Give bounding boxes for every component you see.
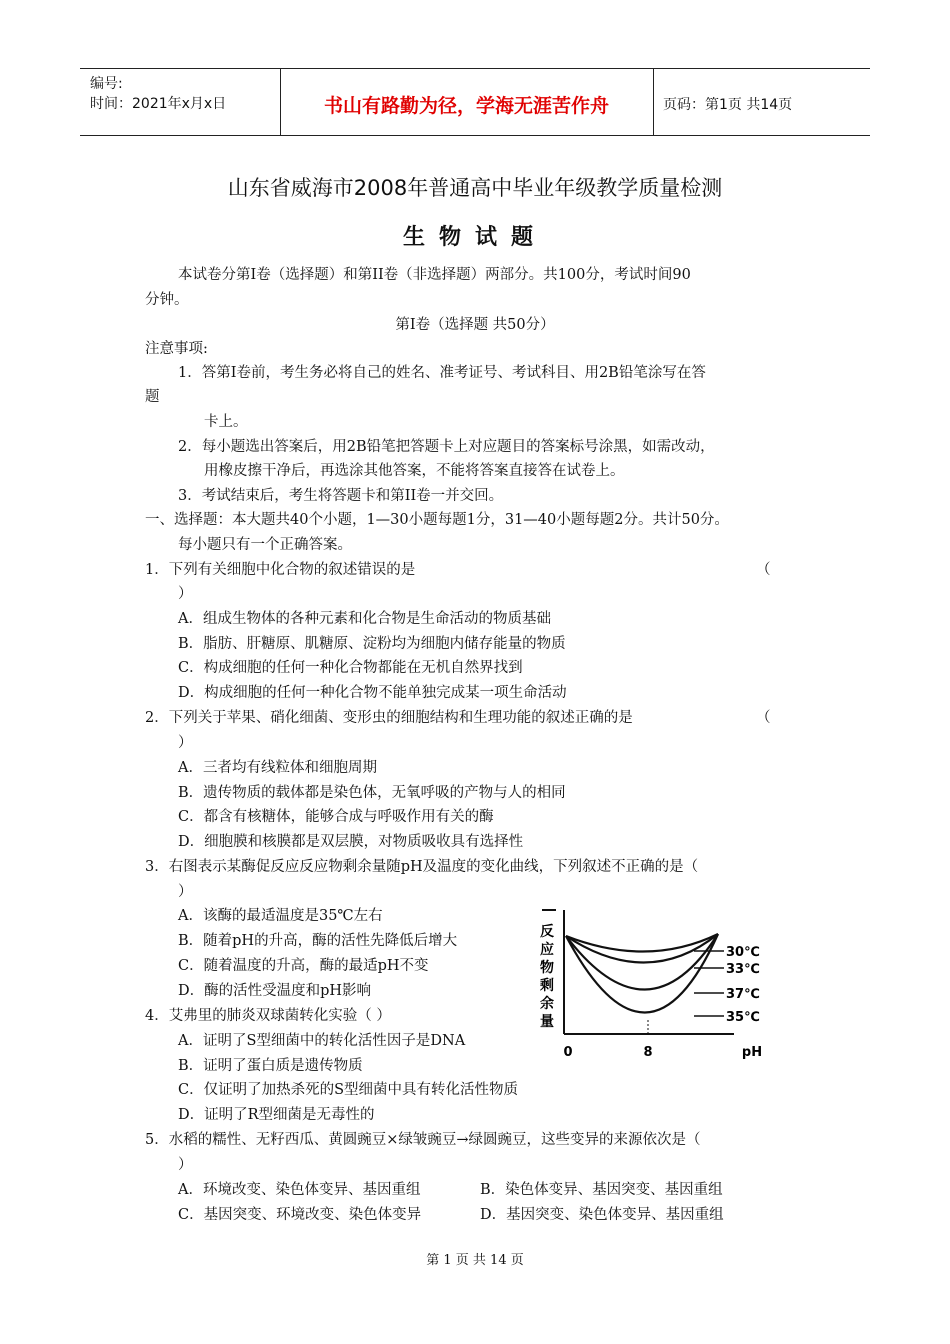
intro-line-2: 分钟。 (145, 292, 189, 308)
page-header (80, 68, 870, 136)
section-1-heading: 第Ⅰ卷（选择题 共50分） (395, 317, 555, 333)
q4-option-d: D．证明了R型细菌是无毒性的 (178, 1107, 375, 1123)
subject-title: 生物试题 (402, 225, 547, 250)
q2-paren-open: （ (756, 710, 771, 726)
q5-stem: 5．水稻的糯性、无籽西瓜、黄圆豌豆×绿皱豌豆→绿圆豌豆，这些变异的来源依次是（ (145, 1132, 701, 1148)
curve-label-33c: 33℃ (726, 962, 760, 977)
note-1-wrap: 题 (145, 389, 160, 405)
q2-option-c: C．都含有核糖体，能够合成与呼吸作用有关的酶 (178, 809, 494, 825)
q3-option-d: D．酶的活性受温度和pH影响 (178, 983, 372, 999)
part-1-instructions-cont: 每小题只有一个正确答案。 (178, 537, 352, 553)
y-label-char: 反 (540, 924, 554, 940)
q3-stem: 3．右图表示某酶促反应反应物剩余量随pH及温度的变化曲线，下列叙述不正确的是（ (145, 859, 699, 875)
q1-option-c: C．构成细胞的任何一种化合物都能在无机自然界找到 (178, 660, 523, 676)
header-motto-cell (280, 69, 654, 135)
header-meta-cell (80, 69, 281, 135)
header-page-cell (653, 69, 870, 135)
q1-option-b: B．脂肪、肝糖原、肌糖原、淀粉均为细胞内储存能量的物质 (178, 636, 566, 652)
doc-number-label: 编号: (90, 76, 123, 92)
q4-option-b: B．证明了蛋白质是遗传物质 (178, 1058, 363, 1074)
q3-option-b: B．随着pH的升高，酶的活性先降低后增大 (178, 933, 458, 949)
note-2-cont: 用橡皮擦干净后，再选涂其他答案，不能将答案直接答在试卷上。 (204, 463, 625, 479)
q1-option-a: A．组成生物体的各种元素和化合物是生命活动的物质基础 (178, 611, 551, 627)
q5-paren-close: ） (178, 1157, 193, 1173)
note-2: 2．每小题选出答案后，用2B铅笔把答题卡上对应题目的答案标号涂黑，如需改动， (178, 439, 715, 455)
q2-option-b: B．遗传物质的载体都是染色体，无氧呼吸的产物与人的相同 (178, 785, 566, 801)
q1-paren-close: ） (178, 586, 193, 602)
q2-stem: 2．下列关于苹果、硝化细菌、变形虫的细胞结构和生理功能的叙述正确的是 (145, 710, 633, 726)
q5-option-c: C．基因突变、环境改变、染色体变异 (178, 1207, 422, 1223)
q4-option-c: C．仅证明了加热杀死的S型细菌中具有转化活性物质 (178, 1082, 519, 1098)
notes-title: 注意事项: (145, 341, 208, 357)
enzyme-curve-figure (528, 906, 784, 1062)
y-label-char: 余 (540, 996, 554, 1012)
q1-stem: 1．下列有关细胞中化合物的叙述错误的是 (145, 562, 416, 578)
note-1: 1．答第Ⅰ卷前，考生务必将自己的姓名、准考证号、考试科目、用2B铅笔涂写在答 (178, 365, 706, 381)
q4-stem: 4．艾弗里的肺炎双球菌转化实验（ ） (145, 1008, 391, 1024)
curve-label-37c: 37℃ (726, 987, 760, 1002)
header-page-info: 页码：第1页 共14页 (663, 97, 793, 113)
y-label-char: 剩 (540, 978, 554, 994)
q4-option-a: A．证明了S型细菌中的转化活性因子是DNA (178, 1033, 466, 1049)
curve-33c (566, 934, 718, 963)
q1-paren-open: （ (756, 562, 771, 578)
x-axis-label: pH (741, 1045, 763, 1060)
note-3: 3．考试结束后，考生将答题卡和第II卷一并交回。 (178, 488, 504, 504)
doc-time-label: 时间：2021年x月x日 (90, 96, 227, 112)
curve-label-30c: 30℃ (726, 945, 760, 960)
y-label-char: 量 (540, 1014, 554, 1030)
q5-option-b: B．染色体变异、基因突变、基因重组 (480, 1182, 723, 1198)
q3-option-a: A．该酶的最适温度是35℃左右 (178, 908, 383, 924)
y-axis-label (540, 923, 554, 1030)
y-label-char: 应 (540, 942, 554, 958)
exam-title: 山东省威海市2008年普通高中毕业年级教学质量检测 (227, 176, 723, 200)
note-1-cont: 卡上。 (204, 414, 248, 430)
q2-option-d: D．细胞膜和核膜都是双层膜，对物质吸收具有选择性 (178, 834, 524, 850)
curve-label-35c: 35℃ (726, 1010, 760, 1025)
q5-option-a: A．环境改变、染色体变异、基因重组 (178, 1182, 421, 1198)
q1-option-d: D．构成细胞的任何一种化合物不能单独完成某一项生命活动 (178, 685, 567, 701)
x-tick-label: 8 (643, 1045, 653, 1060)
curve-35c (566, 934, 718, 1013)
q3-paren-close: ） (178, 884, 193, 900)
page-footer: 第 1 页 共 14 页 (426, 1253, 524, 1268)
y-label-char: 物 (540, 960, 554, 976)
header-motto: 书山有路勤为径，学海无涯苦作舟 (323, 95, 609, 117)
x-origin-label: 0 (563, 1045, 573, 1060)
q2-paren-close: ） (178, 735, 193, 751)
intro-line-1: 本试卷分第Ⅰ卷（选择题）和第II卷（非选择题）两部分。共100分，考试时间90 (178, 267, 691, 283)
q3-option-c: C．随着温度的升高，酶的最适pH不变 (178, 958, 429, 974)
q2-option-a: A．三者均有线粒体和细胞周期 (178, 760, 377, 776)
part-1-instructions: 一、选择题：本大题共40个小题，1—30小题每题1分，31—40小题每题2分。共计50分。 (145, 512, 729, 528)
q5-option-d: D．基因突变、染色体变异、基因重组 (480, 1207, 724, 1223)
